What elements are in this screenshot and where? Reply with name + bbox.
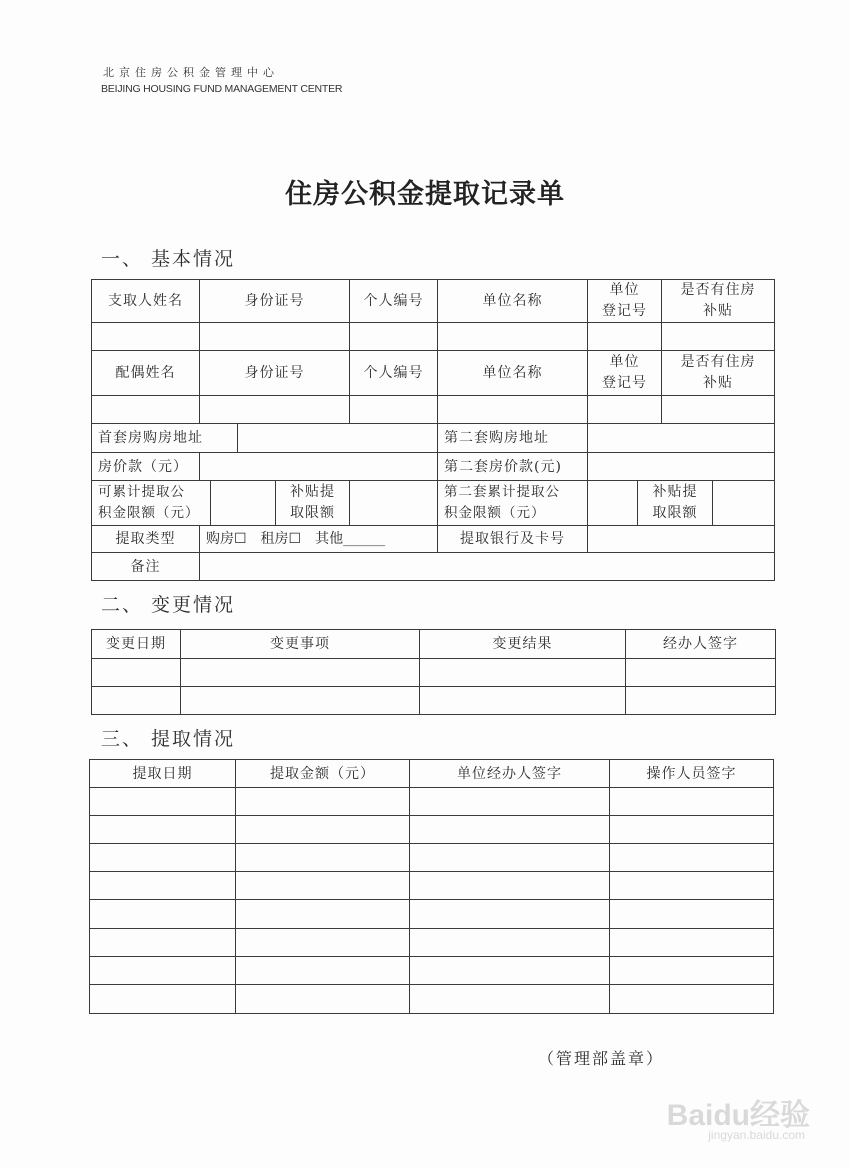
change-header-cell: 经办人签字 xyxy=(625,629,776,659)
withdrawal-cell[interactable] xyxy=(609,899,774,929)
change-cell[interactable] xyxy=(419,658,626,687)
spouse-employer-field[interactable] xyxy=(437,395,588,424)
applicant-name-field[interactable] xyxy=(91,322,200,351)
withdrawal-cell[interactable] xyxy=(235,984,410,1014)
withdrawal-cell[interactable] xyxy=(235,899,410,929)
applicant-number-field[interactable] xyxy=(349,322,438,351)
withdrawal-cell[interactable] xyxy=(89,928,236,957)
applicant-subsidy-field[interactable] xyxy=(661,322,775,351)
withdrawal-cell[interactable] xyxy=(235,843,410,872)
applicant-id-field[interactable] xyxy=(199,322,350,351)
second-address-label: 第二套购房地址 xyxy=(437,423,588,453)
applicant-reg-field[interactable] xyxy=(587,322,662,351)
subsidy-limit-field[interactable] xyxy=(349,480,438,526)
spouse-name-field[interactable] xyxy=(91,395,200,424)
change-header-cell: 变更日期 xyxy=(91,629,181,659)
change-header-cell: 变更事项 xyxy=(180,629,420,659)
withdrawal-type-options[interactable]: 购房☐ 租房☐ 其他______ xyxy=(199,525,438,553)
withdrawal-cell[interactable] xyxy=(609,871,774,900)
withdrawal-cell[interactable] xyxy=(609,787,774,816)
withdrawal-header-cell: 提取日期 xyxy=(89,759,236,788)
second-limit-field[interactable] xyxy=(587,480,638,526)
second-subsidy-limit-label: 补贴提 取限额 xyxy=(637,480,713,526)
withdrawal-cell[interactable] xyxy=(409,984,610,1014)
withdrawal-cell[interactable] xyxy=(409,787,610,816)
header-employer-name: 单位名称 xyxy=(437,279,588,323)
withdrawal-cell[interactable] xyxy=(609,956,774,985)
spouse-number-field[interactable] xyxy=(349,395,438,424)
withdrawal-cell[interactable] xyxy=(89,815,236,844)
withdrawal-cell[interactable] xyxy=(89,843,236,872)
price-label: 房价款（元） xyxy=(91,452,200,481)
header-spouse-reg: 单位 登记号 xyxy=(587,350,662,396)
change-cell[interactable] xyxy=(419,686,626,715)
withdrawal-cell[interactable] xyxy=(609,984,774,1014)
change-cell[interactable] xyxy=(625,686,776,715)
subsidy-limit-label: 补贴提 取限额 xyxy=(275,480,350,526)
withdrawal-cell[interactable] xyxy=(409,843,610,872)
withdrawal-cell[interactable] xyxy=(89,787,236,816)
header-applicant-name: 支取人姓名 xyxy=(91,279,200,323)
header-employer-reg: 单位 登记号 xyxy=(587,279,662,323)
price-field[interactable] xyxy=(199,452,438,481)
header-personal-number: 个人编号 xyxy=(349,279,438,323)
change-cell[interactable] xyxy=(180,658,420,687)
first-address-field[interactable] xyxy=(237,423,438,453)
withdrawal-cell[interactable] xyxy=(235,871,410,900)
change-cell[interactable] xyxy=(625,658,776,687)
withdrawal-type-label: 提取类型 xyxy=(91,525,200,553)
change-cell[interactable] xyxy=(180,686,420,715)
withdrawal-header-cell: 操作人员签字 xyxy=(609,759,774,788)
withdrawal-cell[interactable] xyxy=(609,843,774,872)
header-housing-subsidy: 是否有住房 补贴 xyxy=(661,279,775,323)
header-spouse-number: 个人编号 xyxy=(349,350,438,396)
org-name-cn: 北京住房公积金管理中心 xyxy=(103,66,279,79)
org-name-en: BEIJING HOUSING FUND MANAGEMENT CENTER xyxy=(101,83,343,95)
change-cell[interactable] xyxy=(91,686,181,715)
change-header-cell: 变更结果 xyxy=(419,629,626,659)
spouse-subsidy-field[interactable] xyxy=(661,395,775,424)
second-limit-label: 第二套累计提取公 积金限额（元） xyxy=(437,480,588,526)
second-price-field[interactable] xyxy=(587,452,775,481)
withdrawal-cell[interactable] xyxy=(409,899,610,929)
withdrawal-cell[interactable] xyxy=(609,928,774,957)
withdrawal-header-cell: 单位经办人签字 xyxy=(409,759,610,788)
section-basic-heading: 一、 基本情况 xyxy=(101,248,236,270)
withdrawal-cell[interactable] xyxy=(235,815,410,844)
withdrawal-cell[interactable] xyxy=(89,956,236,985)
stamp-label: （管理部盖章） xyxy=(538,1049,665,1068)
header-spouse-id: 身份证号 xyxy=(199,350,350,396)
header-spouse-subsidy: 是否有住房 补贴 xyxy=(661,350,775,396)
applicant-employer-field[interactable] xyxy=(437,322,588,351)
withdrawal-cell[interactable] xyxy=(89,984,236,1014)
limit-field[interactable] xyxy=(210,480,276,526)
withdrawal-cell[interactable] xyxy=(235,928,410,957)
withdrawal-cell[interactable] xyxy=(89,899,236,929)
first-address-label: 首套房购房地址 xyxy=(91,423,238,453)
watermark-url: jingyan.baidu.com xyxy=(708,1128,805,1142)
header-spouse-employer: 单位名称 xyxy=(437,350,588,396)
withdrawal-header-cell: 提取金额（元） xyxy=(235,759,410,788)
withdrawal-cell[interactable] xyxy=(409,956,610,985)
withdrawal-cell[interactable] xyxy=(409,815,610,844)
withdrawal-cell[interactable] xyxy=(409,928,610,957)
section-change-heading: 二、 变更情况 xyxy=(101,594,236,616)
bank-card-label: 提取银行及卡号 xyxy=(437,525,588,553)
second-address-field[interactable] xyxy=(587,423,775,453)
remarks-field[interactable] xyxy=(199,552,775,581)
withdrawal-cell[interactable] xyxy=(409,871,610,900)
withdrawal-cell[interactable] xyxy=(235,787,410,816)
withdrawal-cell[interactable] xyxy=(609,815,774,844)
section-withdrawal-heading: 三、 提取情况 xyxy=(101,728,236,750)
withdrawal-cell[interactable] xyxy=(235,956,410,985)
limit-label: 可累计提取公 积金限额（元） xyxy=(91,480,211,526)
spouse-reg-field[interactable] xyxy=(587,395,662,424)
header-spouse-name: 配偶姓名 xyxy=(91,350,200,396)
change-cell[interactable] xyxy=(91,658,181,687)
second-price-label: 第二套房价款(元) xyxy=(437,452,588,481)
remarks-label: 备注 xyxy=(91,552,200,581)
header-id-number: 身份证号 xyxy=(199,279,350,323)
spouse-id-field[interactable] xyxy=(199,395,350,424)
bank-card-field[interactable] xyxy=(587,525,775,553)
second-subsidy-limit-field[interactable] xyxy=(712,480,775,526)
form-title: 住房公积金提取记录单 xyxy=(285,179,565,210)
watermark-logo: Baidu经验 xyxy=(666,1099,810,1132)
withdrawal-cell[interactable] xyxy=(89,871,236,900)
